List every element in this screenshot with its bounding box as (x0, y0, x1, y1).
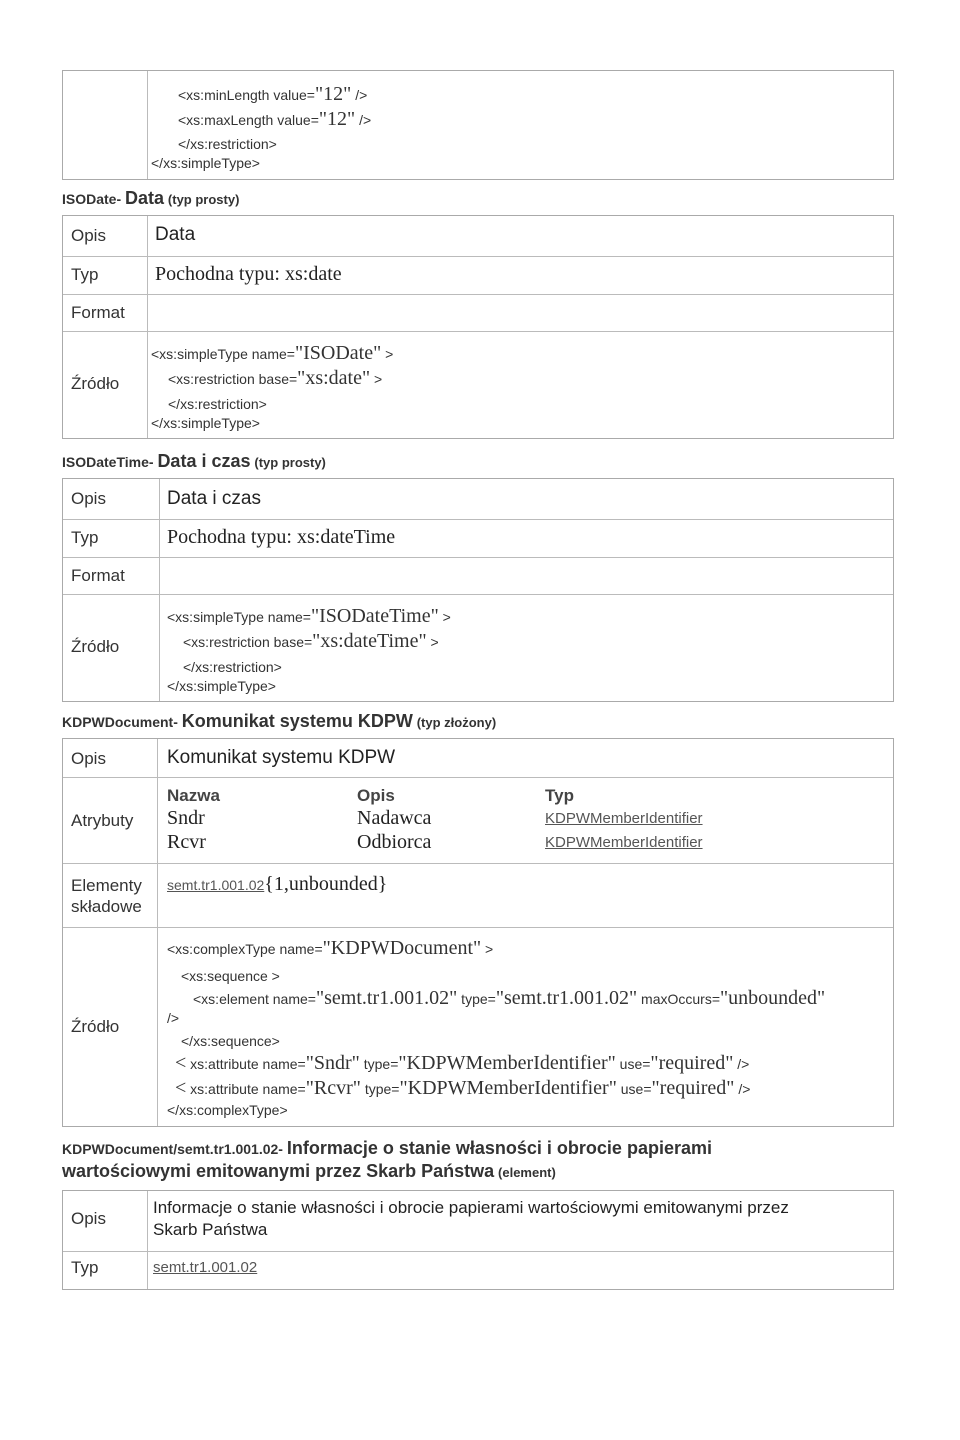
attr-name: Rcvr (167, 831, 206, 853)
attr-name: Sndr (167, 807, 205, 829)
header-note: (typ złożony) (416, 715, 497, 730)
opis-value-line-2: Skarb Państwa (153, 1220, 268, 1239)
code-value: "semt.tr1.001.02" (495, 987, 638, 1009)
elementy-value (167, 873, 387, 896)
source-line: </xs:sequence> (181, 1033, 280, 1049)
source-line (175, 1077, 750, 1100)
isodate-table (62, 215, 894, 439)
header-title: Data (125, 188, 165, 208)
attr-desc: Odbiorca (357, 831, 432, 853)
header-code: ISODate- (62, 191, 122, 207)
zrodlo-label: Źródło (71, 1017, 120, 1036)
opis-value: Komunikat systemu KDPW (167, 747, 396, 768)
code-text: use= (616, 1081, 652, 1097)
elementy-label: Elementy (71, 876, 142, 895)
opis-value: Data (155, 224, 196, 245)
header-code: KDPWDocument- (62, 714, 178, 730)
typ-label: Typ (71, 265, 99, 284)
header-title: wartościowymi emitowanymi przez Skarb Państwa (62, 1161, 495, 1181)
code-text: > (370, 371, 383, 387)
opis-value: Data i czas (167, 488, 261, 509)
header-note: (element) (498, 1165, 556, 1180)
header-code: ISODateTime- (62, 454, 154, 470)
code-text: type= (359, 1056, 399, 1072)
code-value: "KDPWDocument" (322, 937, 482, 959)
isodatetime-table (62, 478, 894, 702)
source-line (168, 367, 382, 390)
code-value: "KDPWMemberIdentifier" (399, 1077, 617, 1099)
source-line: <xs:sequence > (181, 968, 280, 984)
code-text: use= (615, 1056, 651, 1072)
code-value: "xs:dateTime" (312, 630, 427, 652)
header-title: Informacje o stanie własności i obrocie papierami (286, 1138, 712, 1158)
code-text: <xs:restriction base= (168, 371, 298, 387)
code-text: > (426, 634, 439, 650)
code-text: > (438, 609, 451, 625)
col-header-typ: Typ (545, 786, 574, 805)
code-text: <xs:complexType name= (167, 941, 323, 957)
typ-label: Typ (71, 1258, 99, 1277)
code-value: < (175, 1077, 187, 1099)
code-value: "ISODateTime" (310, 605, 439, 627)
opis-label: Opis (71, 489, 106, 508)
code-text: /> (733, 1056, 750, 1072)
code-value: "semt.tr1.001.02" (315, 987, 458, 1009)
kdpw-table (62, 738, 894, 1127)
code-text: xs:attribute name= (186, 1056, 306, 1072)
opis-label: Opis (71, 1209, 106, 1228)
typ-value: Pochodna typu: xs:dateTime (167, 526, 396, 548)
code-text: <xs:element name= (193, 991, 316, 1007)
format-label: Format (71, 303, 125, 322)
semt-header (62, 1137, 892, 1184)
semt-header-line-2 (62, 1160, 892, 1184)
source-line: </xs:simpleType> (151, 415, 260, 431)
typ-link[interactable]: semt.tr1.001.02 (153, 1259, 258, 1276)
typ-value: Pochodna typu: xs:date (155, 263, 342, 285)
code-text: <xs:minLength value= (178, 87, 315, 103)
code-text: /> (355, 112, 372, 128)
code-text: <xs:restriction base= (183, 634, 313, 650)
source-line (183, 630, 439, 653)
code-text: xs:attribute name= (186, 1081, 306, 1097)
format-label: Format (71, 566, 125, 585)
source-line: </xs:restriction> (168, 396, 267, 412)
source-line: </xs:restriction> (183, 659, 282, 675)
opis-value-line-1: Informacje o stanie własności i obrocie papierami wartościowymi emitowanymi przez (153, 1198, 789, 1217)
element-cardinality: {1,unbounded} (264, 873, 388, 895)
code-text: <xs:simpleType name= (151, 346, 295, 362)
code-value: "required" (650, 1052, 734, 1074)
opis-label: Opis (71, 749, 106, 768)
code-value: "Rcvr" (305, 1077, 361, 1099)
attr-desc: Nadawca (357, 807, 432, 829)
elementy-label: składowe (71, 897, 142, 916)
code-text: maxOccurs= (637, 991, 721, 1007)
code-value: "12" (318, 108, 356, 130)
code-value: "required" (651, 1077, 735, 1099)
code-text: /> (734, 1081, 751, 1097)
zrodlo-label: Źródło (71, 637, 120, 656)
isodatetime-header (62, 451, 892, 472)
source-line (193, 987, 825, 1010)
restriction-close-line: </xs:restriction> (178, 136, 277, 152)
header-title: Komunikat systemu KDPW (181, 711, 413, 731)
code-value: "Sndr" (305, 1052, 360, 1074)
source-line (167, 937, 493, 960)
header-title: Data i czas (157, 451, 251, 471)
code-value: "ISODate" (294, 342, 382, 364)
typ-label: Typ (71, 528, 99, 547)
code-text: > (481, 941, 494, 957)
col-header-nazwa: Nazwa (167, 786, 220, 805)
atrybuty-label: Atrybuty (71, 811, 134, 830)
source-line (151, 342, 393, 365)
zrodlo-label: Źródło (71, 374, 120, 393)
code-value: "unbounded" (720, 987, 826, 1009)
isodate-header (62, 188, 892, 209)
simpletype-close-line: </xs:simpleType> (151, 155, 260, 171)
code-text: <xs:maxLength value= (178, 112, 319, 128)
attr-type-link[interactable]: KDPWMemberIdentifier (545, 810, 703, 827)
code-text: /> (351, 87, 368, 103)
code-value: "xs:date" (297, 367, 371, 389)
source-line: /> (167, 1010, 180, 1026)
source-line: </xs:simpleType> (167, 678, 276, 694)
code-value: "KDPWMemberIdentifier" (398, 1052, 616, 1074)
header-code: KDPWDocument/semt.tr1.001.02- (62, 1141, 283, 1157)
source-line (175, 1052, 749, 1075)
source-line: </xs:complexType> (167, 1102, 288, 1118)
header-note: (typ prosty) (254, 455, 326, 470)
semt-table (62, 1190, 894, 1290)
code-text: type= (457, 991, 496, 1007)
attr-type-link[interactable]: KDPWMemberIdentifier (545, 834, 703, 851)
code-text: type= (360, 1081, 400, 1097)
col-header-opis: Opis (357, 786, 395, 805)
min-length-line (178, 83, 367, 106)
header-note: (typ prosty) (167, 192, 240, 207)
code-text: <xs:simpleType name= (167, 609, 311, 625)
source-line (167, 605, 451, 628)
semt-header-line-1 (62, 1137, 892, 1160)
code-value: "12" (314, 83, 352, 105)
max-length-line (178, 108, 371, 131)
element-link[interactable]: semt.tr1.001.02 (167, 877, 265, 893)
top-continuation-block (62, 70, 894, 180)
kdpw-header (62, 711, 892, 732)
code-text: > (381, 346, 394, 362)
code-value: < (175, 1052, 187, 1074)
opis-label: Opis (71, 226, 106, 245)
